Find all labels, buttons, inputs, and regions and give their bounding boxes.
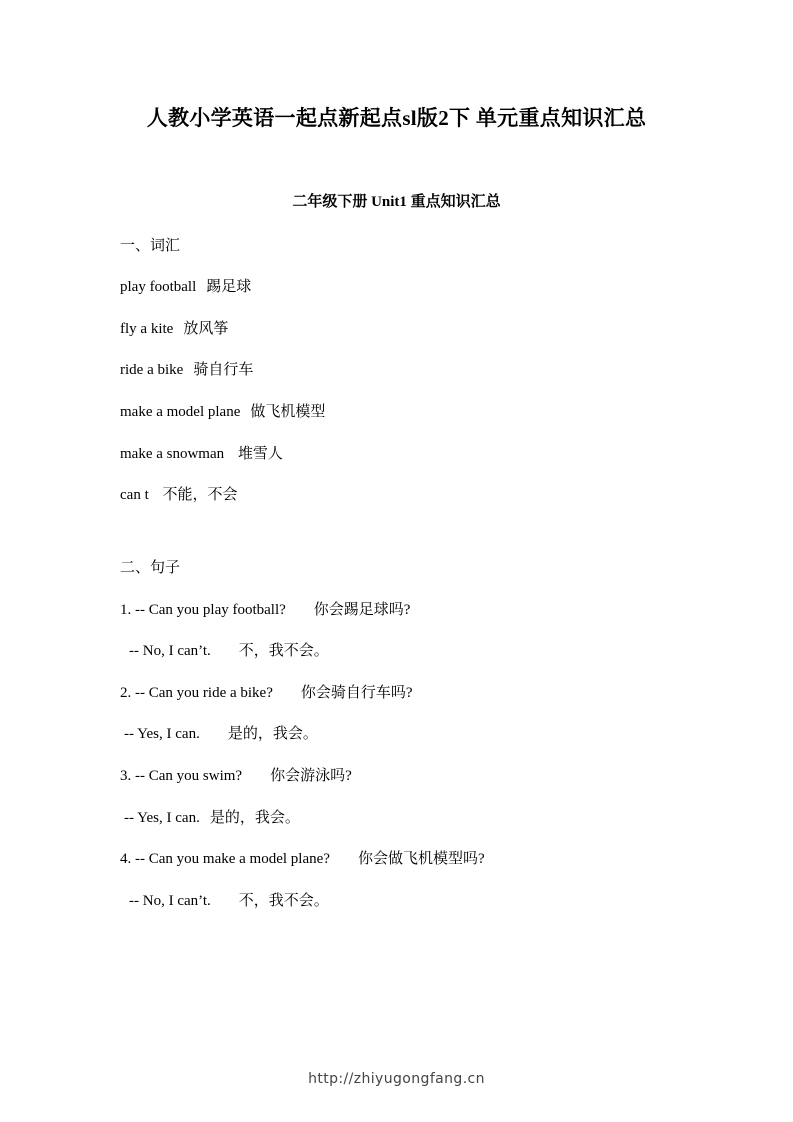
- vocabulary-item: [120, 483, 238, 504]
- sentence-line: [124, 722, 318, 743]
- sentence-line: [120, 681, 413, 702]
- vocabulary-item: [120, 442, 283, 463]
- sentence-en: -- No, I can’t.: [129, 893, 211, 909]
- vocabulary-cn: 放风筝: [183, 321, 229, 337]
- vocabulary-heading: 一、词汇: [120, 238, 181, 254]
- sentence-line: [120, 764, 352, 785]
- sentence-en: 2. -- Can you ride a bike?: [120, 685, 273, 701]
- sentence-en: 3. -- Can you swim?: [120, 768, 243, 784]
- sentence-en: -- Yes, I can.: [124, 726, 200, 742]
- sentence-cn: 不，我不会。: [238, 893, 329, 909]
- sentence-cn: 你会游泳吗?: [270, 768, 352, 784]
- vocabulary-cn: 堆雪人: [234, 446, 283, 462]
- vocabulary-cn: 做飞机模型: [250, 404, 326, 420]
- vocabulary-item: [120, 317, 228, 338]
- sentence-line: [129, 889, 329, 910]
- sentence-cn: 不，我不会。: [238, 643, 329, 659]
- vocabulary-item: [120, 275, 251, 296]
- vocabulary-item: [120, 400, 325, 421]
- document-title: 人教小学英语一起点新起点sl版2下 单元重点知识汇总: [146, 106, 647, 130]
- footer-url: http://zhiyugongfang.cn: [308, 1071, 485, 1087]
- vocabulary-en: can t: [120, 487, 149, 503]
- sentence-cn: 你会踢足球吗?: [313, 602, 411, 618]
- sentence-en: 1. -- Can you play football?: [120, 602, 286, 618]
- vocabulary-cn: 不能，不会: [158, 487, 238, 503]
- vocabulary-en: play football: [120, 279, 197, 295]
- sentence-cn: 是的，我会。: [209, 810, 300, 826]
- unit-title: 二年级下册 Unit1 重点知识汇总: [292, 194, 501, 210]
- sentence-line: [124, 806, 300, 827]
- vocabulary-en: make a snowman: [120, 446, 225, 462]
- sentence-line: [120, 598, 410, 619]
- vocabulary-item: [120, 358, 253, 379]
- sentence-en: 4. -- Can you make a model plane?: [120, 851, 330, 867]
- sentence-en: -- Yes, I can.: [124, 810, 200, 826]
- sentence-cn: 你会做飞机模型吗?: [357, 851, 485, 867]
- sentence-line: [129, 639, 329, 660]
- vocabulary-cn: 踢足球: [206, 279, 252, 295]
- vocabulary-cn: 骑自行车: [193, 362, 254, 378]
- sentence-line: [120, 847, 485, 868]
- sentence-cn: 是的，我会。: [227, 726, 318, 742]
- sentences-heading: 二、句子: [120, 560, 181, 576]
- sentence-cn: 你会骑自行车吗?: [300, 685, 413, 701]
- vocabulary-en: make a model plane: [120, 404, 241, 420]
- vocabulary-en: fly a kite: [120, 321, 174, 337]
- vocabulary-en: ride a bike: [120, 362, 184, 378]
- sentence-en: -- No, I can’t.: [129, 643, 211, 659]
